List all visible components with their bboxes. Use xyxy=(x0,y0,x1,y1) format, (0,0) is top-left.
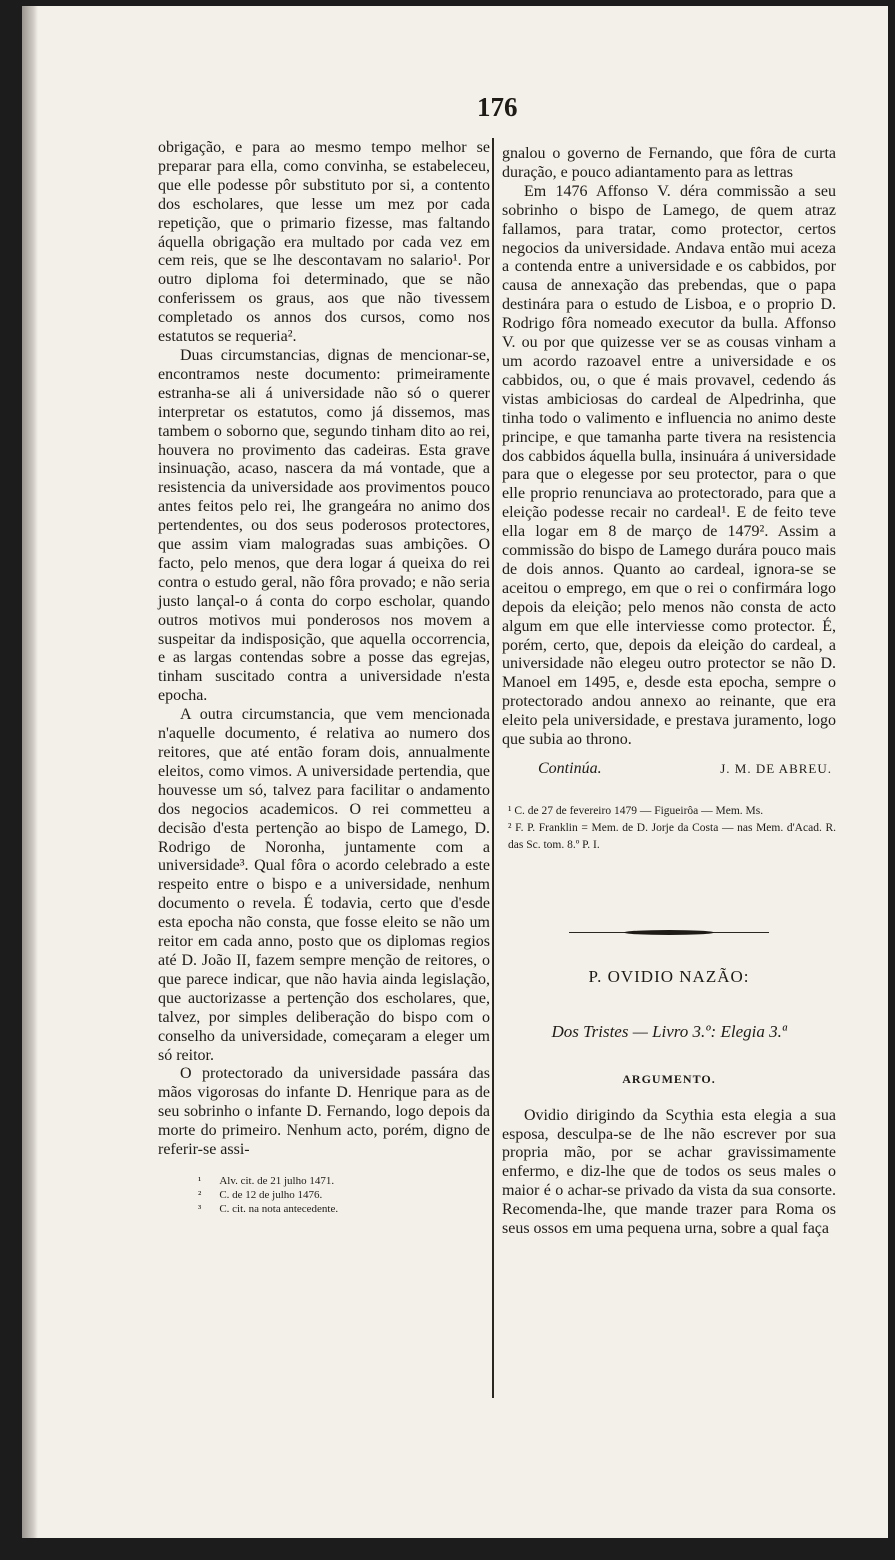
paragraph: Duas circumstancias, dignas de mencionar-se, encontramos neste documento: primeiramente estranha-se ali á universidade não só o querer interpretar os estatutos, como já dissemos, mas tambem o soborno que, segundo tinham dito ao rei, houvera no provimento das cadeiras. Esta grave insinuação, acaso, nascera da má vontade, que a resistencia da universidade aos provimentos pouco antes feitos pelo rei, lhe grangeára no animo dos pertendentes, ou dos seus poderosos protectores, que assim viam malogradas suas ambições. O facto, pelo menos, que dera logar á queixa do rei contra o estudo geral, não fôra provado; e não seria justo lançal-o á conta do corpo escholar, quando outros motivos mui ponderosos nos movem a suspeitar da indisposição, que aquella occorrencia, e as largas contendas sobre a posse das egrejas, tinham suscitado contra a universidade n'esta epocha. xyxy=(158,346,490,705)
author-signature: J. M. DE ABREU. xyxy=(720,761,832,776)
continua-label: Continúa. xyxy=(538,760,602,777)
left-column xyxy=(158,139,490,1216)
footnote-text: C. de 12 de julho 1476. xyxy=(219,1188,323,1201)
page-spine-shadow xyxy=(22,6,38,1538)
footnote xyxy=(198,1202,490,1216)
footnote-text: C. de 27 de fevereiro 1479 — Figueirôa — Mem. Ms. xyxy=(514,804,764,817)
footnote-text: Alv. cit. de 21 julho 1471. xyxy=(219,1174,335,1187)
footnote xyxy=(508,820,836,854)
right-column xyxy=(502,145,836,1239)
footnote-mark: ³ xyxy=(198,1202,202,1215)
footnote xyxy=(198,1174,490,1188)
paragraph: obrigação, e para ao mesmo tempo melhor se preparar para ella, como convinha, se estabeleceu, que elle podesse pôr substituto por si, a contento dos escholares, que lesse um mez por cada repetição, que o primario fizesse, mas faltando áquella obrigação era multado por cada vez em cem reis, que se lhe descontavam no salario¹. Por outro diploma foi determinado, que se não conferissem os graus, aos que não tivessem completado os annos dos cursos, como nos estatutos se requeria². xyxy=(158,139,490,346)
footnote xyxy=(198,1188,490,1202)
argument-title: ARGUMENTO. xyxy=(622,1071,716,1086)
footnote-mark: ² xyxy=(508,821,512,834)
paragraph: O protectorado da universidade passára das mãos vigorosas do infante D. Henrique para as de seu sobrinho o infante D. Fernando, logo depois da morte do primeiro. Nenhum acto, porém, digno de referir-se assi- xyxy=(158,1065,490,1159)
argument-text: Ovidio dirigindo da Scythia esta elegia a sua esposa, desculpa-se de lhe não escrever por sua propria mão, por se achar gravissimamente enfermo, e diz-lhe que de todos os seus males o maior é o achar-se privado da vista da sua consorte. Recomenda-lhe, que mande trazer para Roma os seus ossos em uma pequena urna, sobre a qual faça xyxy=(502,1106,836,1238)
footnote-text: F. P. Franklin = Mem. de D. Jorje da Costa — nas Mem. d'Acad. R. das Sc. tom. 8.º P. I. xyxy=(508,821,837,851)
book-page xyxy=(22,6,888,1538)
footnote-mark: ¹ xyxy=(198,1174,202,1187)
section-subtitle: Dos Tristes — Livro 3.º: Elegia 3.ª xyxy=(551,1021,787,1041)
footnote xyxy=(508,803,836,820)
footnote-text: C. cit. na nota antecedente. xyxy=(219,1202,339,1215)
footnote-mark: ² xyxy=(198,1188,202,1201)
paragraph: Em 1476 Affonso V. déra commissão a seu sobrinho o bispo de Lamego, de quem atraz fallamos, para tratar, como protector, certos negocios da universidade. Andava então mui aceza a contenda entre a universidade e os cabbidos, por causa de annexação das prebendas, que o papa destinára para o estudo de Lisboa, e o proprio D. Rodrigo fôra nomeado executor da bulla. Affonso V. ou por que quizesse ver se as cousas vinham a um acordo razoavel entre a universidade e os cabbidos, ou, o que é mais provavel, cedendo ás vistas ambiciosas do cardeal de Alpedrinha, que tinha todo o valimento e influencia no animo deste principe, e que tamanha parte tivera na resistencia dos cabbidos áquella bulla, insinuára á universidade para que o elegesse por seu protector, para o que elle proprio renunciava ao protectorado, para que a eleição podesse recair no cardeal¹. E de feito teve ella logar em 8 de março de 1479². Assim a commissão do bispo de Lamego durára pouco mais de dois annos. Quanto ao cardeal, ignora-se se aceitou o emprego, em que o rei o confirmára logo depois da eleição; pelo menos não consta de acto algum em que elle interviesse como protector. É, porém, certo, que, depois da eleição do cardeal, a universidade não elegeu outro protector se não D. Manoel em 1495, e, desde esta epocha, sempre o protectorado andou annexo ao reinante, que era eleito pela universidade, e prestava juramento, logo que subia ao throno. xyxy=(502,182,836,749)
right-footnotes xyxy=(502,803,836,854)
decorative-rule xyxy=(569,928,769,938)
paragraph: gnalou o governo de Fernando, que fôra de curta duração, e pouco adiantamento para as lettras xyxy=(502,145,836,181)
section-title: P. OVIDIO NAZÃO: xyxy=(588,966,750,986)
page-number: 176 xyxy=(477,92,518,122)
left-footnotes xyxy=(158,1174,490,1216)
continuation-line xyxy=(502,760,836,779)
column-divider xyxy=(492,138,494,1398)
footnote-mark: ¹ xyxy=(508,804,512,817)
paragraph: A outra circumstancia, que vem mencionada n'aquelle documento, é relativa ao numero dos reitores, que até então foram dois, annualmente eleitos, como vimos. A universidade pertendia, que houvesse um só, talvez para facilitar o andamento dos negocios academicos. O rei commetteu a decisão d'esta pertenção ao bispo de Lamego, D. Rodrigo de Noronha, juntamente com a universidade³. Qual fôra o acordo celebrado a este respeito entre o bispo e a universidade, nenhum documento o revela. É todavia, certo que d'esde esta epocha não consta, que fosse eleito se não um reitor em cada anno, posto que os diplomas regios até D. João II, fazem sempre menção de reitores, o que parece indicar, que não havia ainda legislação, que auctorizasse a pertenção dos escholares, que, talvez, por simples deliberação do bispo com o conselho da universidade, começaram a eleger um só reitor. xyxy=(158,706,490,1064)
